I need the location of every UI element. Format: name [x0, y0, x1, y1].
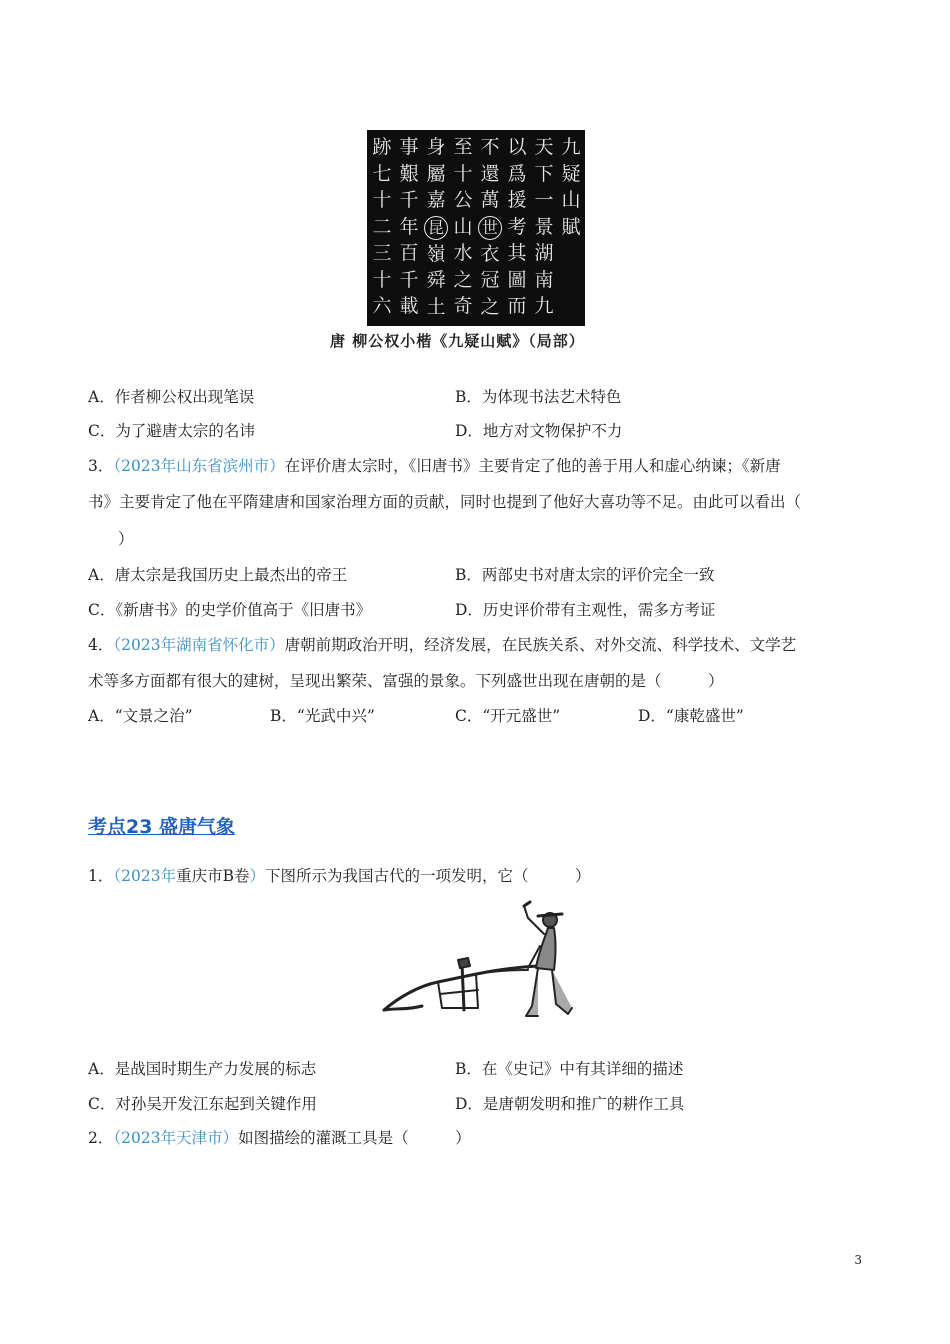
calligraphy-char: 天 — [534, 136, 554, 158]
q3-option-d: D．历史评价带有主观性，需多方考证 — [455, 601, 716, 619]
calligraphy-char: 水 — [453, 242, 473, 264]
q3-stem-line2: 书》主要肯定了他在平隋建唐和国家治理方面的贡献，同时也提到了他好大喜功等不足。由此可以看出（ — [88, 493, 802, 511]
q3-option-b: B．两部史书对唐太宗的评价完全一致 — [455, 566, 715, 584]
calligraphy-char: 爲 — [507, 162, 527, 185]
page-number: 3 — [854, 1253, 862, 1267]
calligraphy-char: 湖 — [534, 242, 554, 264]
calligraphy-char: 疑 — [561, 162, 581, 185]
q4-stem-line2: 术等多方面都有很大的建树，呈现出繁荣、富强的景象。下列盛世出现在唐朝的是（ ） — [88, 672, 724, 690]
calligraphy-char: 南 — [534, 268, 554, 291]
calligraphy-char: 九 — [561, 136, 581, 158]
calligraphy-char: 載 — [399, 295, 419, 317]
q2-option-b: B．为体现书法艺术特色 — [455, 388, 622, 406]
calligraphy-char: 世 — [478, 216, 502, 240]
calligraphy-char: 十 — [372, 189, 392, 211]
s1-number: 1． — [88, 867, 114, 885]
calligraphy-column — [505, 134, 529, 320]
q4-text-1: 唐朝前期政治开明，经济发展，在民族关系、对外交流、科学技术、文学艺 — [284, 636, 797, 654]
q3-option-a: A．唐太宗是我国历史上最杰出的帝王 — [88, 566, 348, 584]
s1-option-b: B．在《史记》中有其详细的描述 — [455, 1060, 684, 1078]
calligraphy-char: 衣 — [480, 242, 500, 265]
s2-text: 如图描绘的灌溉工具是（ ） — [238, 1129, 471, 1147]
q2-option-a: A．作者柳公权出现笔误 — [88, 388, 255, 406]
calligraphy-char: 百 — [399, 242, 419, 264]
s2-source: （2023年天津市） — [113, 1129, 239, 1147]
calligraphy-char: 千 — [399, 189, 419, 211]
s1-stem — [88, 866, 591, 886]
calligraphy-char: 奇 — [453, 295, 473, 317]
calligraphy-char: 六 — [372, 295, 392, 317]
q3-text-1: 在评价唐太宗时，《旧唐书》主要肯定了他的善于用人和虚心纳谏；《新唐 — [284, 457, 781, 475]
calligraphy-char: 而 — [507, 295, 527, 317]
q3-option-c: C．《新唐书》的史学价值高于《旧唐书》 — [88, 601, 372, 619]
q4-source: （2023年湖南省怀化市） — [113, 636, 285, 654]
calligraphy-column — [370, 134, 394, 320]
calligraphy-char: 下 — [534, 162, 554, 185]
s2-stem — [88, 1128, 471, 1148]
plough-illustration — [378, 898, 578, 1028]
calligraphy-char: 賦 — [561, 215, 581, 238]
calligraphy-char: 土 — [426, 295, 446, 318]
calligraphy-column — [478, 134, 502, 320]
calligraphy-char: 十 — [372, 268, 392, 291]
calligraphy-char: 還 — [480, 162, 500, 185]
calligraphy-column — [397, 134, 421, 320]
q2-option-c: C．为了避唐太宗的名讳 — [88, 422, 255, 440]
calligraphy-char: 身 — [426, 136, 446, 158]
calligraphy-char: 山 — [561, 189, 581, 211]
q4-number: 4． — [88, 636, 114, 654]
calligraphy-char: 之 — [480, 295, 500, 318]
calligraphy-char: 年 — [399, 215, 419, 238]
s1-source-c: ） — [249, 867, 265, 885]
s2-number: 2． — [88, 1129, 114, 1147]
calligraphy-char: 事 — [399, 136, 419, 158]
q4-option-c: C．“开元盛世” — [455, 707, 561, 725]
calligraphy-column — [532, 134, 556, 320]
q4-option-a: A．“文景之治” — [88, 707, 193, 725]
calligraphy-char: 十 — [453, 162, 473, 185]
calligraphy-column — [451, 134, 475, 320]
calligraphy-char: 萬 — [480, 189, 500, 211]
calligraphy-char: 圖 — [507, 268, 527, 291]
q3-number: 3． — [88, 457, 114, 475]
calligraphy-char: 舜 — [426, 269, 446, 291]
s1-source-a: （2023年 — [113, 867, 177, 885]
calligraphy-char: 三 — [372, 242, 392, 264]
calligraphy-char: 屬 — [426, 162, 446, 185]
q3-stem-line3: ） — [118, 530, 134, 548]
s1-option-a: A．是战国时期生产力发展的标志 — [88, 1060, 317, 1078]
s1-source-b: 重庆市B卷 — [176, 867, 250, 885]
calligraphy-char: 七 — [372, 162, 392, 185]
figure-caption: 唐 柳公权小楷《九疑山赋》（局部） — [330, 332, 585, 350]
s1-option-d: D．是唐朝发明和推广的耕作工具 — [455, 1095, 685, 1113]
calligraphy-char: 公 — [453, 189, 473, 211]
q3-source: （2023年山东省滨州市） — [113, 457, 285, 475]
q4-stem-line1 — [88, 635, 796, 655]
calligraphy-char: 昆 — [424, 216, 448, 240]
calligraphy-column — [559, 134, 583, 240]
calligraphy-char: 二 — [372, 215, 392, 238]
calligraphy-char: 景 — [534, 215, 554, 238]
calligraphy-char: 山 — [453, 215, 473, 238]
calligraphy-char: 冠 — [480, 269, 500, 291]
q4-option-b: B．“光武中兴” — [270, 707, 375, 725]
calligraphy-char: 九 — [534, 295, 554, 317]
s1-text: 下图所示为我国古代的一项发明，它（ ） — [265, 867, 591, 885]
calligraphy-char: 之 — [453, 268, 473, 291]
calligraphy-char: 其 — [507, 242, 527, 264]
calligraphy-char: 不 — [480, 136, 500, 158]
calligraphy-rubbing — [367, 130, 585, 326]
q3-stem-line1 — [88, 456, 781, 476]
q4-option-d: D．“康乾盛世” — [638, 707, 744, 725]
calligraphy-char: 艱 — [399, 162, 419, 185]
calligraphy-char: 千 — [399, 268, 419, 291]
calligraphy-char: 跡 — [372, 136, 392, 158]
s1-option-c: C．对孙吴开发江东起到关键作用 — [88, 1095, 317, 1113]
calligraphy-char: 一 — [534, 189, 554, 211]
q2-option-d: D．地方对文物保护不力 — [455, 422, 623, 440]
calligraphy-char: 嘉 — [426, 189, 446, 211]
calligraphy-column — [424, 134, 448, 320]
calligraphy-char: 考 — [507, 215, 527, 238]
calligraphy-char: 以 — [507, 136, 527, 158]
section-heading: 考点23 盛唐气象 — [88, 816, 236, 838]
calligraphy-char: 至 — [453, 136, 473, 158]
calligraphy-char: 嶺 — [426, 242, 446, 265]
calligraphy-char: 援 — [507, 189, 527, 211]
